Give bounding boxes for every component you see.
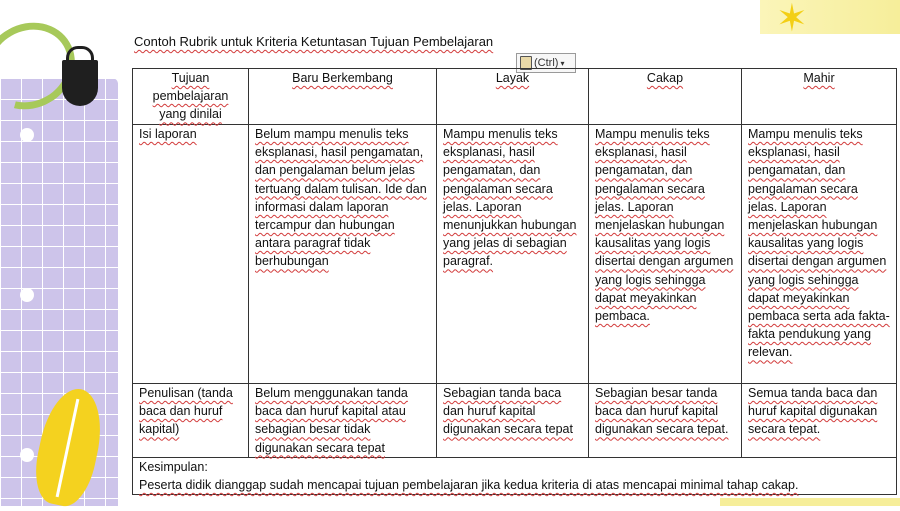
binder-clip-decoration	[62, 60, 98, 106]
table-cell: Isi laporan	[133, 125, 249, 384]
binder-hole	[20, 128, 34, 142]
header-cell: Tujuan pembelajaran yang dinilai	[133, 69, 249, 125]
document-title: Contoh Rubrik untuk Kriteria Ketuntasan Tujuan Pembelajaran	[134, 34, 494, 49]
conclusion-cell	[133, 458, 897, 495]
star-icon: ✶	[776, 0, 808, 40]
table-cell: Mampu menulis teks eksplanasi, hasil pengamatan, dan pengalaman secara jelas. Laporan menunjukkan hubungan yang jelas di sebagian paragraf.	[437, 125, 589, 384]
header-cell: Mahir	[742, 69, 897, 125]
table-row	[133, 125, 897, 384]
paste-options-label: (Ctrl)	[534, 57, 559, 69]
table-row	[133, 384, 897, 458]
table-cell: Mampu menulis teks eksplanasi, hasil pengamatan, dan pengalaman secara jelas. Laporan menjelaskan hubungan kausalitas yang logis disertai dengan argumen yang logis sehingga dapat meyakinkan pembaca serta ada fakta-fakta pendukung yang relevan.	[742, 125, 897, 384]
binder-hole	[20, 288, 34, 302]
bottom-right-decoration	[720, 498, 900, 506]
binder-hole	[20, 448, 34, 462]
conclusion-text: Peserta didik dianggap sudah mencapai tujuan pembelajaran jika kedua kriteria di atas mencapai minimal tahap cakap.	[139, 478, 799, 493]
header-cell: Baru Berkembang	[249, 69, 437, 125]
conclusion-row	[133, 458, 897, 495]
table-cell: Belum mampu menulis teks eksplanasi, hasil pengamatan, dan pengalaman belum jelas tertuang dalam tulisan. Ide dan informasi dalam laporan tercampur dan hubungan antara paragraf tidak berhubungan	[249, 125, 437, 384]
chevron-down-icon: ▾	[560, 58, 565, 68]
table-header-row	[133, 69, 897, 125]
table-cell: Semua tanda baca dan huruf kapital digunakan secara tepat.	[742, 384, 897, 458]
conclusion-label: Kesimpulan:	[139, 460, 208, 474]
table-cell: Sebagian tanda baca dan huruf kapital digunakan secara tepat	[437, 384, 589, 458]
table-cell: Mampu menulis teks eksplanasi, hasil pengamatan, dan pengalaman secara jelas. Laporan menjelaskan hubungan kausalitas yang logis disertai dengan argumen yang logis sehingga dapat meyakinkan pembaca.	[589, 125, 742, 384]
header-cell: Layak	[437, 69, 589, 125]
table-cell: Penulisan (tanda baca dan huruf kapital)	[133, 384, 249, 458]
rubric-table	[132, 68, 897, 495]
table-cell: Belum menggunakan tanda baca dan huruf kapital atau sebagian besar tidak digunakan secara tepat	[249, 384, 437, 458]
header-cell: Cakap	[589, 69, 742, 125]
table-cell: Sebagian besar tanda baca dan huruf kapital digunakan secara tepat.	[589, 384, 742, 458]
